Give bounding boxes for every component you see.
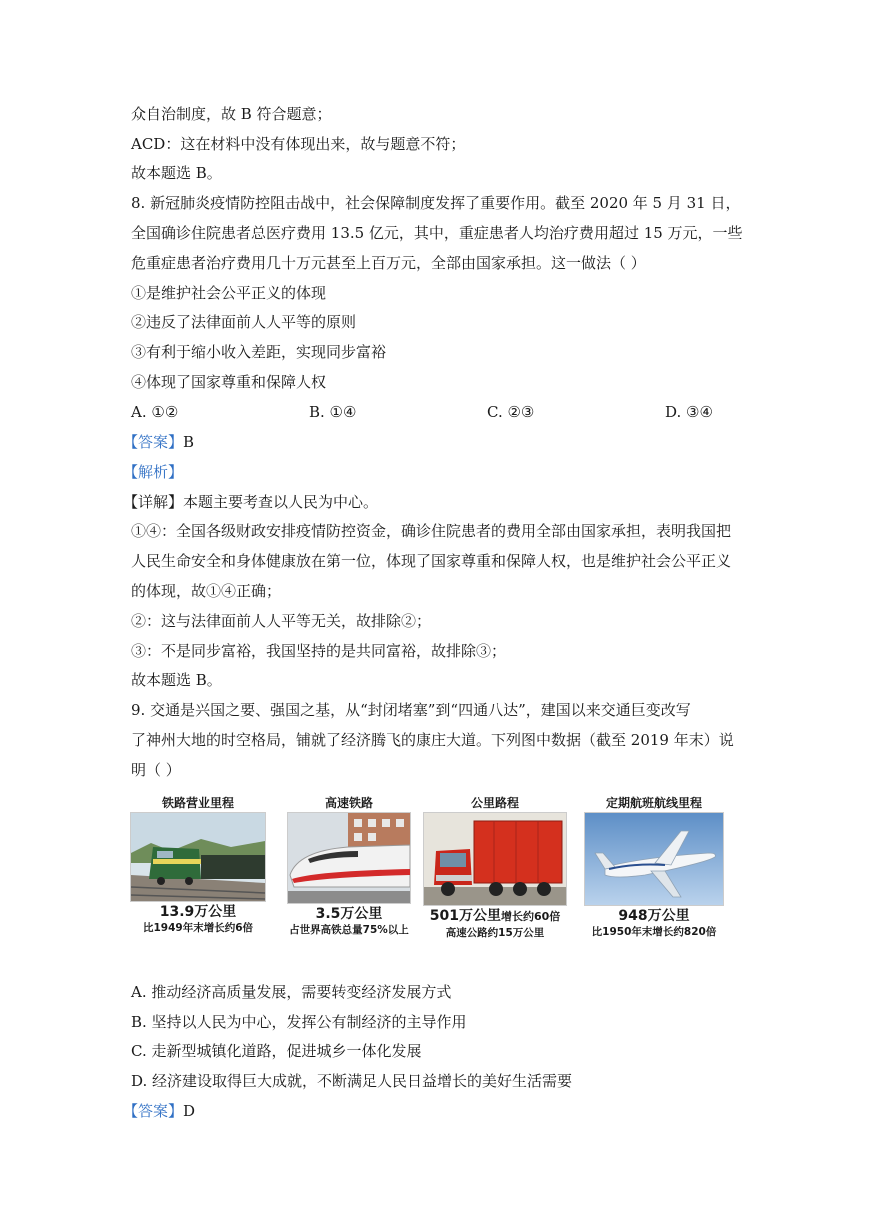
- panel-value: 3.5万公里: [315, 906, 383, 922]
- panel-note: 占世界高铁总量75%以上: [289, 924, 409, 936]
- airplane-icon: [584, 812, 724, 906]
- panel-value-main: 501万公里: [429, 908, 501, 924]
- train-icon: [130, 812, 266, 902]
- question-8-detail: [123, 492, 378, 512]
- text-line: ACD：这在材料中没有体现出来，故与题意不符；: [131, 135, 466, 153]
- question-8-explain-line: ②：这与法律面前人人平等无关，故排除②；: [131, 612, 432, 630]
- question-9-answer: [123, 1101, 195, 1121]
- question-8-stem-line: 8. 新冠肺炎疫情防控阻击战中，社会保障制度发挥了重要作用。截至 2020 年 5 月 31 日，: [131, 194, 741, 212]
- question-9-option-a: A. 推动经济高质量发展，需要转变经济发展方式: [131, 983, 452, 1001]
- panel-note: 比1950年末增长约820倍: [591, 926, 717, 938]
- question-9-stem-line: 9. 交通是兴国之要、强国之基，从“封闭堵塞”到“四通八达”，建国以来交通巨变改写: [131, 701, 691, 719]
- question-9-stem-line: 了神州大地的时空格局，铺就了经济腾飞的康庄大道。下列图中数据（截至 2019 年末）说: [131, 731, 734, 749]
- question-8-explain-line: ③：不是同步富裕，我国坚持的是共同富裕，故排除③；: [131, 642, 507, 660]
- question-8-option-d: D. ③④: [665, 403, 713, 421]
- panel-title: 铁路营业里程: [161, 796, 234, 810]
- answer-tag: 【答案】: [123, 1102, 184, 1120]
- question-8-explain-line: 的体现，故①④正确；: [131, 582, 282, 600]
- question-8-explain-line: ①④：全国各级财政安排疫情防控资金，确诊住院患者的费用全部由国家承担，表明我国把: [131, 522, 732, 540]
- question-8-answer: [123, 432, 194, 452]
- text-line: 众自治制度，故 B 符合题意；: [131, 105, 332, 123]
- question-8-stem-line: 全国确诊住院患者总医疗费用 13.5 亿元，其中，重症患者人均治疗费用超过 15 万元，一些: [131, 224, 743, 242]
- question-8-item: ②违反了法律面前人人平等的原则: [131, 313, 357, 331]
- question-8-item: ④体现了国家尊重和保障人权: [131, 373, 327, 391]
- question-9-option-b: B. 坚持以人民为中心，发挥公有制经济的主导作用: [131, 1013, 467, 1031]
- panel-note: 高速公路约15万公里: [445, 927, 545, 939]
- question-8-explain-line: 人民生命安全和身体健康放在第一位，体现了国家尊重和保障人权，也是维护社会公平正义: [131, 552, 732, 570]
- analysis-tag: 【解析】: [123, 463, 184, 481]
- figure-panel-airline: [584, 794, 724, 940]
- question-9-stem-line: 明（ ）: [131, 761, 181, 779]
- question-8-option-a: A. ①②: [131, 403, 179, 421]
- text-line: 故本题选 B。: [131, 164, 222, 182]
- answer-tag: 【答案】: [123, 433, 184, 451]
- question-9-option-d: D. 经济建设取得巨大成就，不断满足人民日益增长的美好生活需要: [131, 1072, 573, 1090]
- panel-title: 公里路程: [470, 796, 519, 810]
- question-9-option-c: C. 走新型城镇化道路，促进城乡一体化发展: [131, 1042, 422, 1060]
- truck-icon: [423, 812, 567, 906]
- question-8-item: ③有利于缩小收入差距，实现同步富裕: [131, 343, 387, 361]
- figure-panel-highway: [423, 794, 567, 940]
- panel-value: 948万公里: [618, 908, 690, 924]
- answer-value: B: [183, 433, 195, 451]
- figure-panel-railway: [130, 794, 266, 940]
- panel-title: 高速铁路: [324, 796, 373, 810]
- question-8-option-b: B. ①④: [309, 403, 357, 421]
- panel-value-suffix: 增长约60倍: [500, 910, 561, 923]
- panel-value: 13.9万公里: [159, 904, 237, 920]
- question-8-explain-line: 故本题选 B。: [131, 671, 222, 689]
- panel-title: 定期航班航线里程: [605, 796, 702, 810]
- answer-value: D: [183, 1102, 196, 1120]
- panel-note: 比1949年末增长约6倍: [142, 922, 254, 934]
- question-8-analysis: [123, 462, 183, 482]
- question-8-option-c: C. ②③: [487, 403, 535, 421]
- detail-text: 本题主要考查以人民为中心。: [183, 493, 379, 511]
- question-8-item: ①是维护社会公平正义的体现: [131, 284, 327, 302]
- question-8-stem-line: 危重症患者治疗费用几十万元甚至上百万元，全部由国家承担。这一做法（ ）: [131, 254, 646, 272]
- detail-tag: 【详解】: [123, 493, 184, 511]
- figure-panel-high-speed-rail: [287, 794, 411, 940]
- bullet-train-icon: [287, 812, 411, 904]
- panel-value: [423, 907, 567, 926]
